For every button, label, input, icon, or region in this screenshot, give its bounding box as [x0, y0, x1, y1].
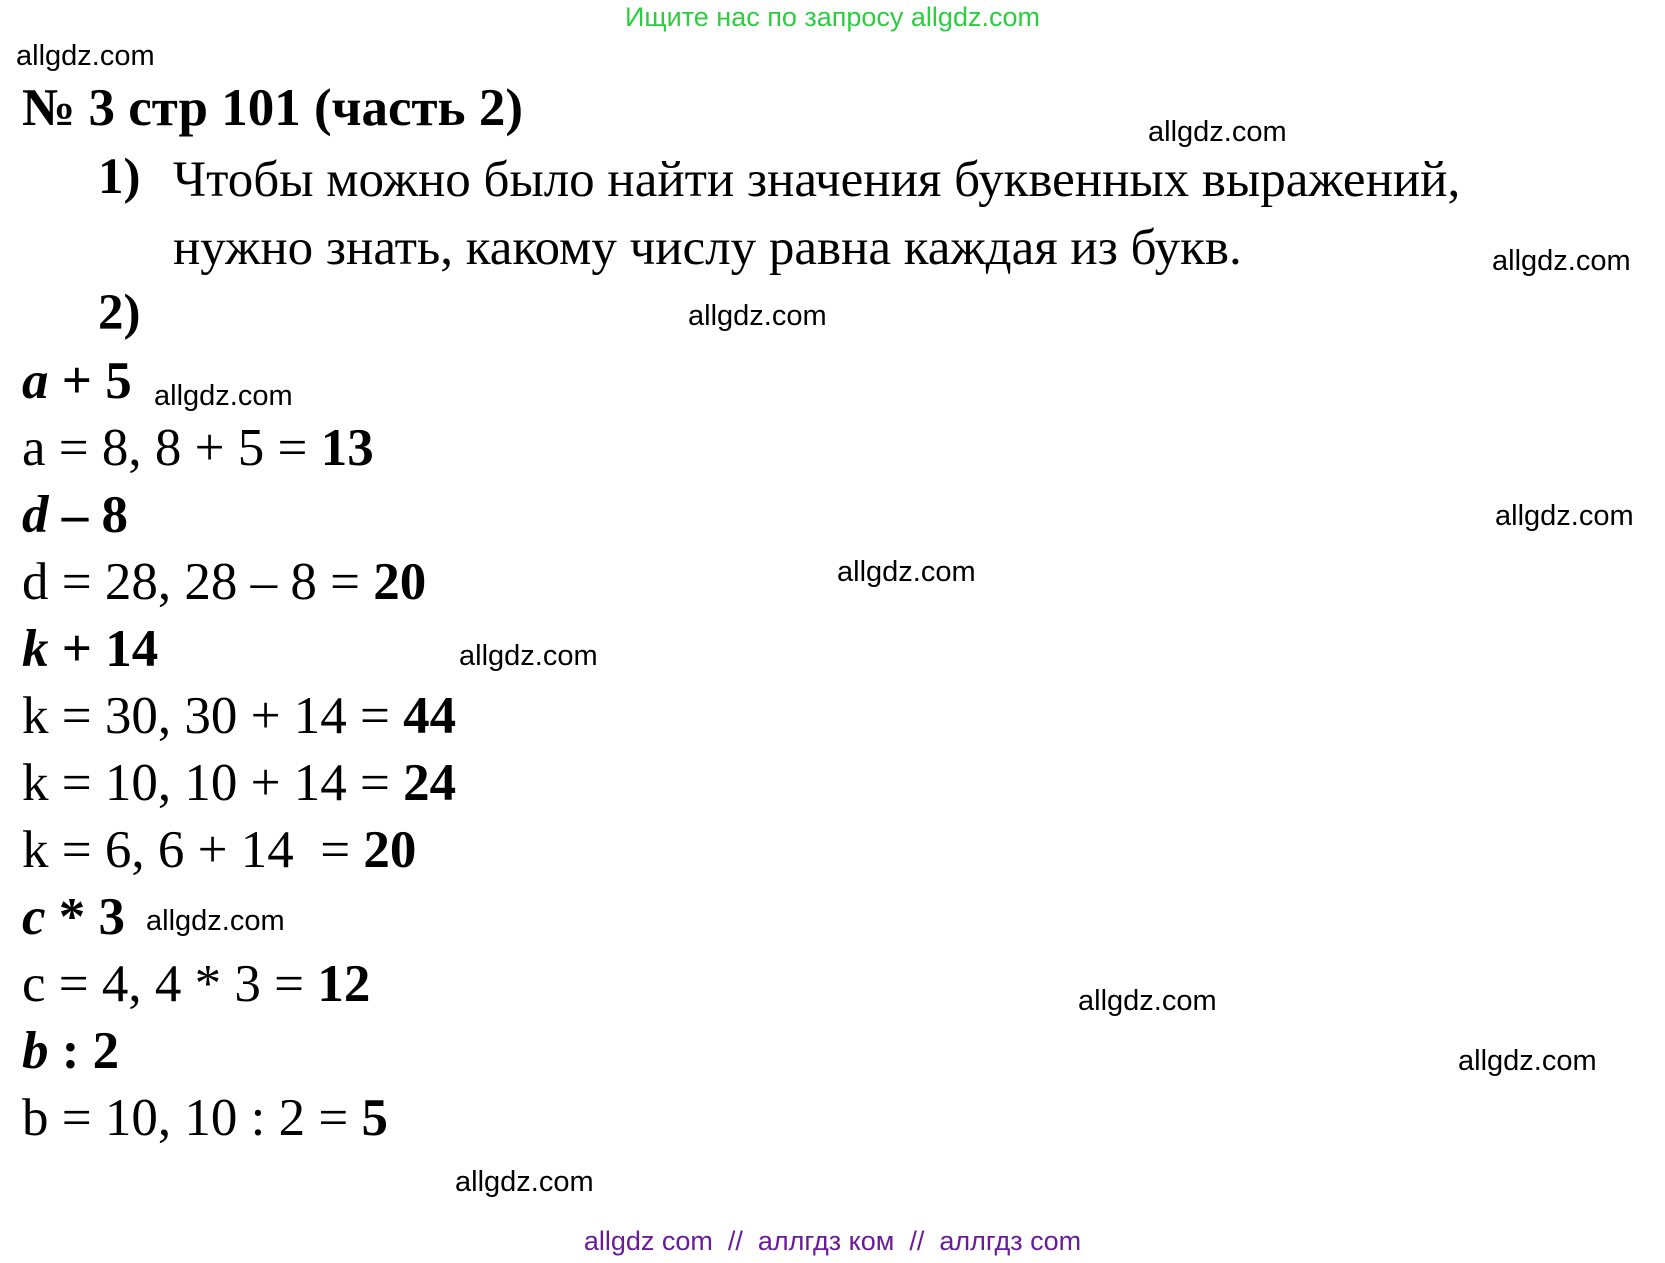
top-banner: Ищите нас по запросу allgdz.com: [625, 2, 1040, 32]
watermark: allgdz.com: [154, 380, 293, 412]
watermark: allgdz.com: [1078, 985, 1217, 1017]
item-1-line-1: Чтобы можно было найти значения буквенных выражений,: [173, 152, 1461, 208]
item-1-text: [173, 146, 1460, 282]
expression-b: b : 2: [22, 1022, 120, 1080]
watermark: allgdz.com: [455, 1166, 594, 1198]
watermark: allgdz.com: [459, 640, 598, 672]
calc-line: k = 6, 6 + 14 = 20: [22, 821, 417, 879]
watermark: allgdz.com: [146, 905, 285, 937]
expression-c: c * 3: [22, 888, 126, 946]
expression-a: a + 5: [22, 352, 132, 410]
footer-text: allgdz com // аллгдз ком // аллгдз com: [583, 1226, 1082, 1256]
expression-k: k + 14: [22, 620, 159, 678]
calc-line: d = 28, 28 – 8 = 20: [22, 553, 427, 611]
item-number-1: 1): [98, 149, 141, 205]
watermark: allgdz.com: [1458, 1045, 1597, 1077]
page-title: № 3 стр 101 (часть 2): [22, 79, 523, 137]
item-1-line-2: нужно знать, какому числу равна каждая из букв.: [173, 220, 1242, 276]
watermark: allgdz.com: [16, 40, 155, 72]
calc-line: c = 4, 4 * 3 = 12: [22, 955, 371, 1013]
calc-line: k = 10, 10 + 14 = 24: [22, 754, 457, 812]
watermark: allgdz.com: [1492, 245, 1631, 277]
watermark: allgdz.com: [1495, 500, 1634, 532]
watermark: allgdz.com: [837, 556, 976, 588]
calc-line: b = 10, 10 : 2 = 5: [22, 1089, 389, 1147]
calc-line: k = 30, 30 + 14 = 44: [22, 687, 457, 745]
watermark: allgdz.com: [688, 300, 827, 332]
expression-d: d – 8: [22, 486, 128, 544]
watermark: allgdz.com: [1148, 116, 1287, 148]
item-number-2: 2): [98, 285, 141, 341]
calc-line: a = 8, 8 + 5 = 13: [22, 419, 374, 477]
